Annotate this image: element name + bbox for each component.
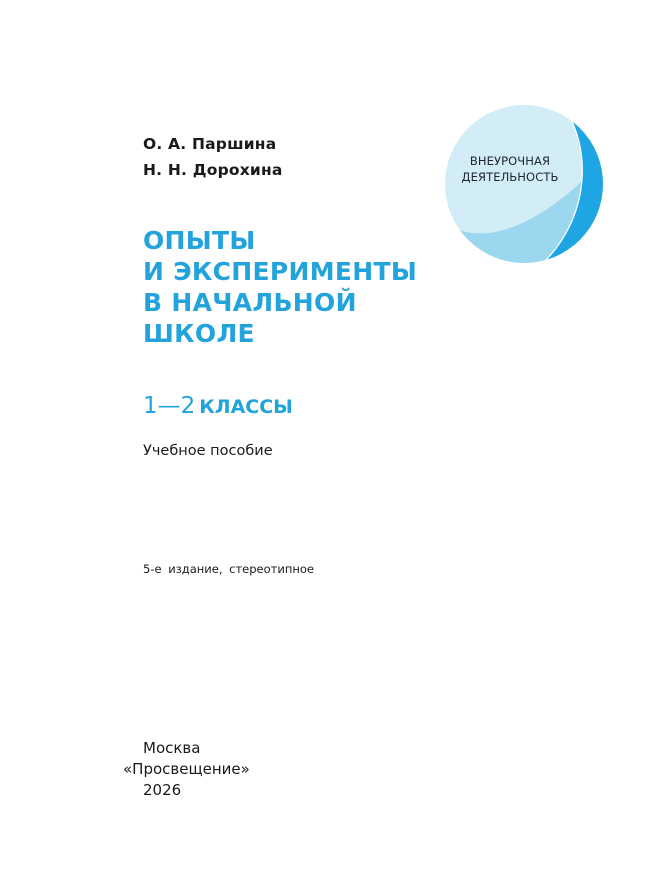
- publisher-block: [123, 738, 250, 801]
- grade-word: КЛАССЫ: [199, 396, 293, 418]
- edition-note: 5-е издание, стереотипное: [143, 562, 314, 576]
- book-title: [143, 225, 417, 349]
- grade-numbers: 1—2: [143, 393, 196, 419]
- title-line: ОПЫТЫ: [143, 226, 256, 255]
- publication-year: 2026: [143, 781, 182, 799]
- badge-label-line: ДЕЯТЕЛЬНОСТЬ: [461, 170, 559, 184]
- publisher-name: «Просвещение»: [123, 760, 250, 778]
- publisher-city: Москва: [143, 739, 201, 757]
- title-line: ШКОЛЕ: [143, 319, 255, 348]
- badge-label: [444, 153, 576, 185]
- authors: [143, 131, 283, 183]
- extracurricular-badge: [444, 104, 604, 264]
- book-type: Учебное пособие: [143, 443, 273, 459]
- badge-label-line: ВНЕУРОЧНАЯ: [469, 154, 551, 168]
- title-line: И ЭКСПЕРИМЕНТЫ: [143, 257, 418, 286]
- grade-range: [143, 393, 293, 419]
- author-name: Н. Н. Дорохина: [143, 161, 283, 179]
- author-name: О. А. Паршина: [143, 135, 277, 153]
- title-line: В НАЧАЛЬНОЙ: [143, 288, 357, 317]
